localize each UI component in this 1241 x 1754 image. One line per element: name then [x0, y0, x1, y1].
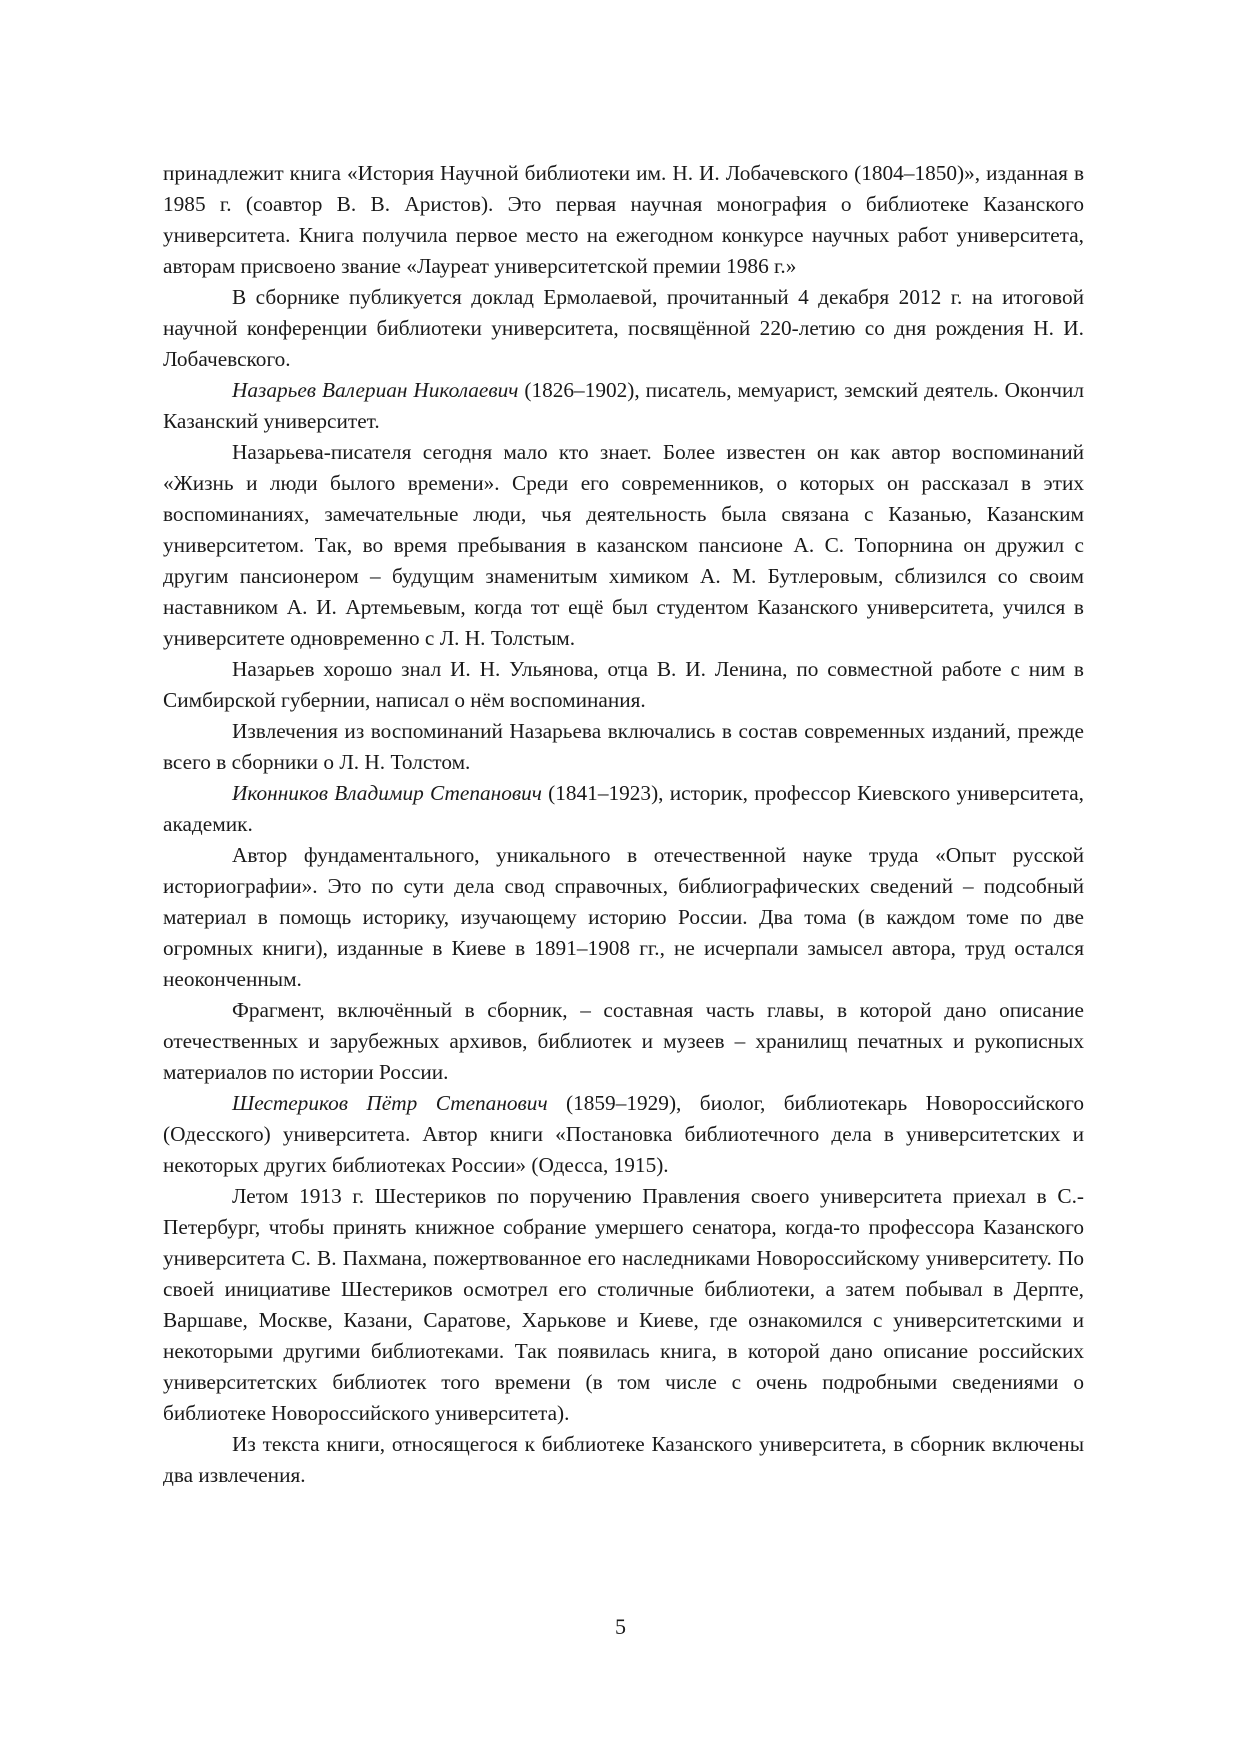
- author-name: Назарьев Валериан Николаевич: [232, 378, 519, 402]
- paragraph: [163, 158, 1084, 282]
- paragraph: [163, 716, 1084, 778]
- paragraph: [163, 654, 1084, 716]
- paragraph-text: Из текста книги, относящегося к библиотеке Казанского университета, в сборник включены два извлечения.: [163, 1432, 1084, 1487]
- paragraph-text: (1841–1923), историк, профессор Киевского университета, академик.: [163, 781, 1084, 836]
- paragraph-text: Назарьев хорошо знал И. Н. Ульянова, отца В. И. Ленина, по совместной работе с ним в Симбирской губернии, написал о нём воспоминания.: [163, 657, 1084, 712]
- paragraph: [163, 840, 1084, 995]
- paragraph: [163, 1088, 1084, 1181]
- paragraph-text: (1826–1902), писатель, мемуарист, земский деятель. Окончил Казанский университет.: [163, 378, 1085, 433]
- paragraph-text: Извлечения из воспоминаний Назарьева включались в состав современных изданий, прежде всего в сборники о Л. Н. Толстом.: [163, 719, 1084, 774]
- paragraph-text: Автор фундаментального, уникального в отечественной науке труда «Опыт русской историографии». Это по сути дела свод справочных, библиографических сведений – подсобный материал в помощь историку, изучающему историю России. Два тома (в каждом томе по две огромных книги), изданные в Киеве в 1891–1908 гг., не исчерпали замысел автора, труд остался неоконченным.: [163, 843, 1084, 991]
- paragraph-text: (1859–1929), биолог, библиотекарь Новороссийского (Одесского) университета. Автор книги «Постановка библиотечного дела в университетских и некоторых других библиотеках России» (Одесса, 1915).: [163, 1091, 1084, 1177]
- paragraph: [163, 1181, 1084, 1429]
- paragraph: [163, 778, 1084, 840]
- page-number: 5: [615, 1614, 626, 1639]
- paragraph: [163, 282, 1084, 375]
- paragraph-text: Фрагмент, включённый в сборник, – составная часть главы, в которой дано описание отечественных и зарубежных архивов, библиотек и музеев – хранилищ печатных и рукописных материалов по истории России.: [163, 998, 1084, 1084]
- author-name: Шестериков Пётр Степанович: [232, 1091, 548, 1115]
- paragraph: [163, 437, 1084, 654]
- paragraph: [163, 375, 1084, 437]
- paragraph-text: принадлежит книга «История Научной библиотеки им. Н. И. Лобачевского (1804–1850)», изданная в 1985 г. (соавтор В. В. Аристов). Это первая научная монография о библиотеке Казанского университета. Книга получила первое место на ежегодном конкурсе научных работ университета, авторам присвоено звание «Лауреат университетской премии 1986 г.»: [163, 161, 1084, 278]
- paragraph-text: Летом 1913 г. Шестериков по поручению Правления своего университета приехал в С.-Петербург, чтобы принять книжное собрание умершего сенатора, когда-то профессора Казанского университета С. В. Пахмана, пожертвованное его наследниками Новороссийскому университету. По своей инициативе Шестериков осмотрел его столичные библиотеки, а затем побывал в Дерпте, Варшаве, Москве, Казани, Саратове, Харькове и Киеве, где ознакомился с университетскими и некоторыми другими библиотеками. Так появилась книга, в которой дано описание российских университетских библиотек того времени (в том числе с очень подробными сведениями о библиотеке Новороссийского университета).: [163, 1184, 1084, 1425]
- paragraph-text: В сборнике публикуется доклад Ермолаевой, прочитанный 4 декабря 2012 г. на итоговой научной конференции библиотеки университета, посвящённой 220-летию со дня рождения Н. И. Лобачевского.: [163, 285, 1084, 371]
- author-name: Иконников Владимир Степанович: [232, 781, 542, 805]
- paragraph-text: Назарьева-писателя сегодня мало кто знает. Более известен он как автор воспоминаний «Жизнь и люди былого времени». Среди его современников, о которых он рассказал в этих воспоминаниях, замечательные люди, чья деятельность была связана с Казанью, Казанским университетом. Так, во время пребывания в казанском пансионе А. С. Топорнина он дружил с другим пансионером – будущим знаменитым химиком А. М. Бутлеровым, сблизился со своим наставником А. И. Артемьевым, когда тот ещё был студентом Казанского университета, учился в университете одновременно с Л. Н. Толстым.: [163, 440, 1084, 650]
- page-body: [163, 158, 1084, 1491]
- paragraph: [163, 995, 1084, 1088]
- paragraph: [163, 1429, 1084, 1491]
